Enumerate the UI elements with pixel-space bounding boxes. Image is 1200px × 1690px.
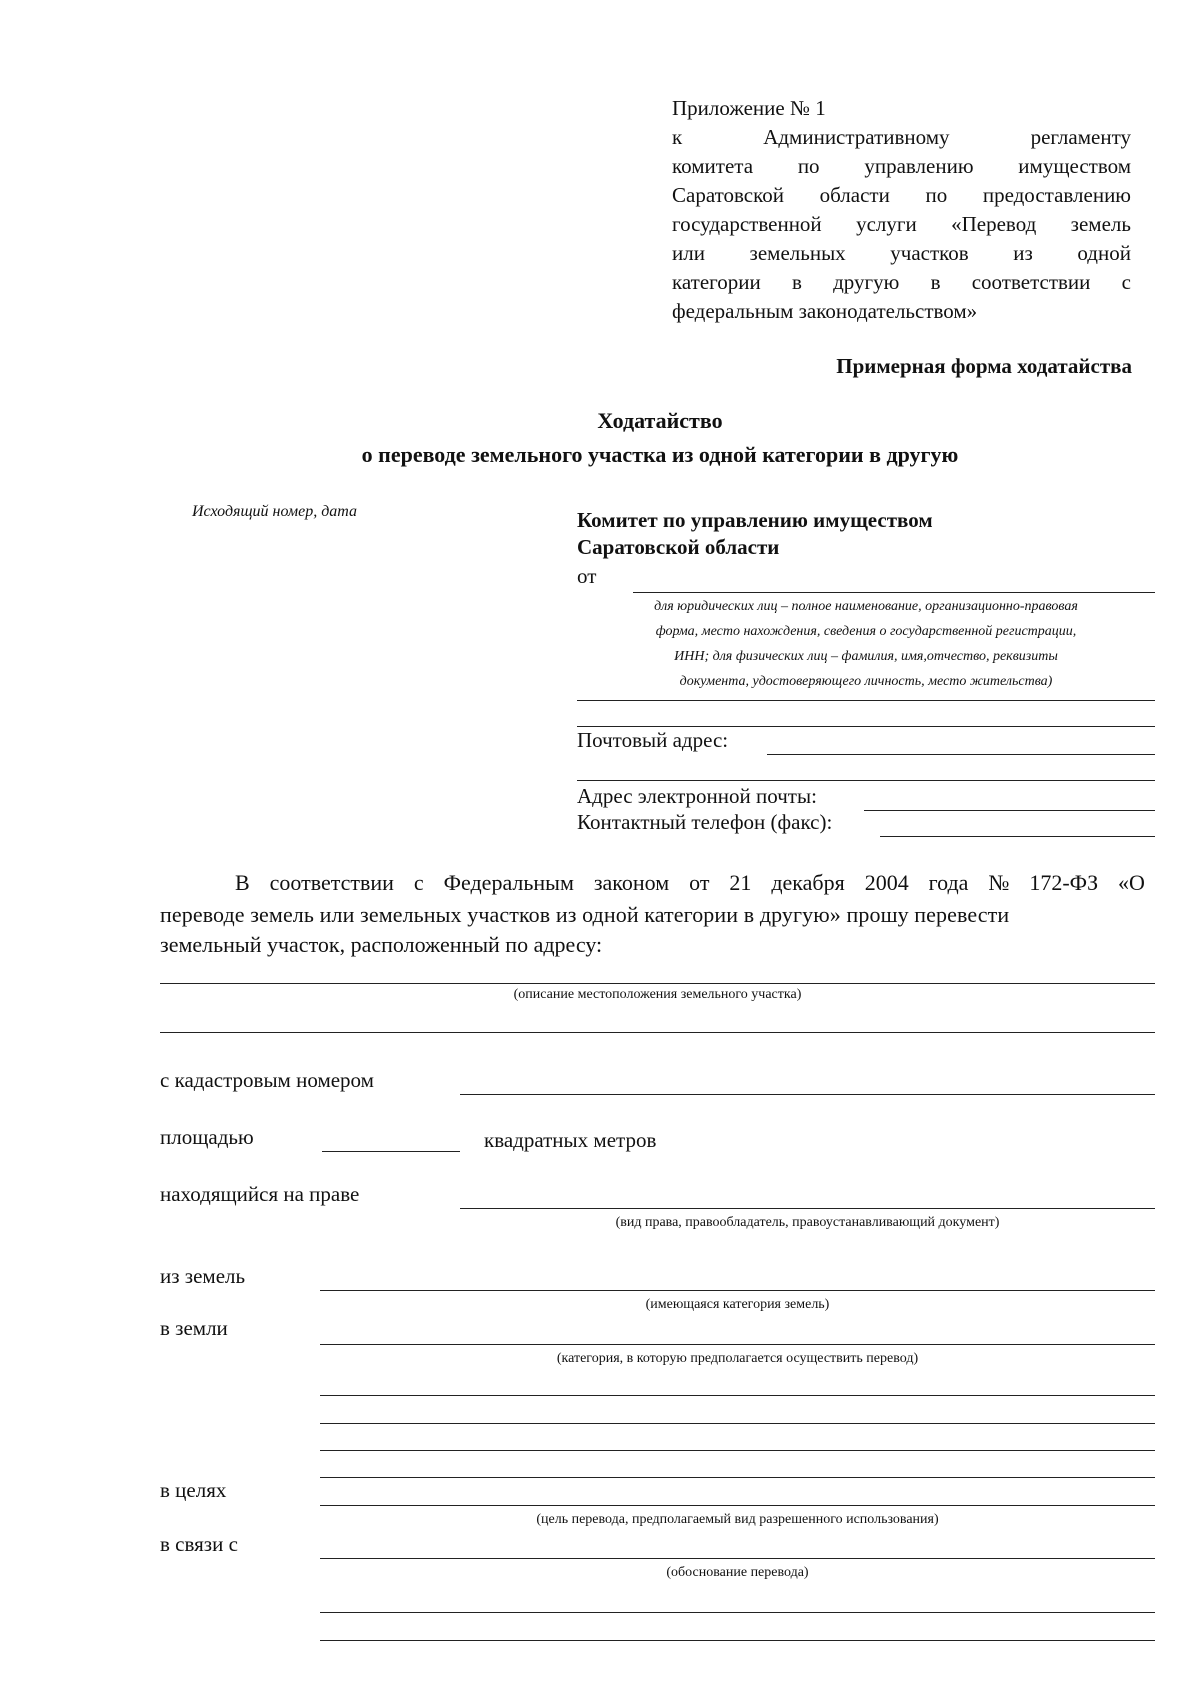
area-label: площадью — [160, 1125, 254, 1149]
body-word: № — [988, 870, 1010, 895]
document-subtitle: о переводе земельного участка из одной категории в другую — [361, 442, 959, 467]
reason-line[interactable] — [320, 1558, 1155, 1559]
annex-word: государственной — [672, 212, 822, 236]
body-word: Федеральным — [443, 870, 574, 895]
body-line-1 — [235, 868, 1145, 898]
document-title: Ходатайство — [597, 408, 723, 433]
annex-last-line: федеральным законодательством» — [672, 299, 978, 323]
applicant-line[interactable] — [633, 592, 1155, 593]
email-label: Адрес электронной почты: — [577, 784, 817, 808]
annex-word: управлению — [864, 154, 974, 178]
annex-line — [672, 239, 1131, 268]
reason-line-3[interactable] — [320, 1640, 1155, 1641]
to-lands-caption: (категория, в которую предполагается осуществить перевод) — [556, 1351, 919, 1366]
location-line-2[interactable] — [160, 1032, 1155, 1033]
phone-label: Контактный телефон (факс): — [577, 810, 833, 834]
postal-address-line[interactable] — [767, 754, 1155, 755]
body-word: года — [928, 870, 969, 895]
annex-word: с — [1121, 270, 1131, 294]
location-line[interactable] — [160, 983, 1155, 984]
addressee-line2: Саратовской области — [577, 535, 780, 559]
annex-line — [672, 123, 1131, 152]
to-lands-line-5[interactable] — [320, 1477, 1155, 1478]
annex-line — [672, 268, 1131, 297]
body-word: 2004 — [864, 870, 909, 895]
annex-word: по — [925, 183, 948, 207]
reason-caption: (обоснование перевода) — [666, 1565, 809, 1580]
annex-word: земель — [1070, 212, 1131, 236]
annex-word: Административному — [763, 125, 950, 149]
from-lands-label: из земель — [160, 1264, 246, 1288]
addressee-line1: Комитет по управлению имуществом — [577, 508, 933, 532]
body-word: В — [235, 870, 250, 895]
annex-word: другую — [833, 270, 900, 294]
purpose-caption: (цель перевода, предполагаемый вид разрешенного использования) — [536, 1512, 939, 1527]
annex-title: Приложение № 1 — [672, 96, 826, 120]
phone-line[interactable] — [880, 836, 1155, 837]
purpose-label: в целях — [160, 1478, 227, 1502]
body-word: 21 — [729, 870, 752, 895]
body-word: с — [413, 870, 424, 895]
body-word: 172-ФЗ — [1029, 870, 1099, 895]
annex-word: услуги — [856, 212, 917, 236]
postal-address-line-2[interactable] — [577, 780, 1155, 781]
body-word: законом — [593, 870, 670, 895]
purpose-line[interactable] — [320, 1505, 1155, 1506]
annex-line — [672, 181, 1131, 210]
annex-word: или — [672, 241, 705, 265]
right-label: находящийся на праве — [160, 1182, 360, 1206]
annex-word: одной — [1077, 241, 1131, 265]
annex-word: регламенту — [1030, 125, 1131, 149]
from-lands-caption: (имеющаяся категория земель) — [645, 1297, 830, 1312]
annex-word: к — [672, 125, 683, 149]
annex-word: категории — [672, 270, 761, 294]
to-lands-label: в земли — [160, 1316, 228, 1340]
annex-word: из — [1013, 241, 1033, 265]
email-line[interactable] — [864, 810, 1155, 811]
location-caption: (описание местоположения земельного участка) — [513, 987, 802, 1002]
body-word: от — [689, 870, 710, 895]
annex-word: земельных — [749, 241, 846, 265]
annex-word: «Перевод — [951, 212, 1037, 236]
annex-line — [672, 152, 1131, 181]
body-line-2: переводе земель или земельных участков из одной категории в другую» прошу перевести — [160, 902, 1010, 927]
body-word: соответствии — [269, 870, 394, 895]
postal-address-label: Почтовый адрес: — [577, 728, 729, 752]
area-unit: квадратных метров — [484, 1128, 657, 1152]
cadastral-line[interactable] — [460, 1094, 1155, 1095]
right-line[interactable] — [460, 1208, 1155, 1209]
annex-word: соответствии — [971, 270, 1091, 294]
from-lands-line[interactable] — [320, 1290, 1155, 1291]
annex-word: в — [930, 270, 941, 294]
reason-line-2[interactable] — [320, 1612, 1155, 1613]
body-word: декабря — [771, 870, 845, 895]
to-lands-line-2[interactable] — [320, 1395, 1155, 1396]
from-label: от — [577, 564, 597, 588]
annex-word: Саратовской — [672, 183, 784, 207]
to-lands-line-3[interactable] — [320, 1423, 1155, 1424]
annex-word: области — [819, 183, 890, 207]
applicant-line-2[interactable] — [577, 700, 1155, 701]
form-label: Примерная форма ходатайства — [836, 354, 1132, 378]
annex-word: имуществом — [1018, 154, 1131, 178]
applicant-hint: для юридических лиц – полное наименование, организационно-правовая форма, место нахождения, сведения о государственной регистрации, ИНН; для физических лиц – фамилия, имя,отчество, реквизиты документа, удостоверяющего личность, место жительства) — [654, 599, 1078, 689]
to-lands-line-4[interactable] — [320, 1450, 1155, 1451]
annex-word: предоставлению — [982, 183, 1131, 207]
body-line-3: земельный участок, расположенный по адресу: — [160, 932, 603, 957]
annex-word: комитета — [672, 154, 754, 178]
to-lands-line[interactable] — [320, 1344, 1155, 1345]
reason-label: в связи с — [160, 1532, 238, 1556]
cadastral-label: с кадастровым номером — [160, 1068, 374, 1092]
annex-text — [672, 123, 1131, 326]
body-word: «О — [1118, 870, 1145, 895]
annex-word: участков — [890, 241, 969, 265]
area-line[interactable] — [322, 1151, 460, 1152]
outgoing-number-label: Исходящий номер, дата — [192, 503, 358, 520]
annex-word: по — [797, 154, 820, 178]
annex-word: в — [791, 270, 802, 294]
right-caption: (вид права, правообладатель, правоустанавливающий документ) — [615, 1215, 1000, 1230]
annex-line — [672, 210, 1131, 239]
